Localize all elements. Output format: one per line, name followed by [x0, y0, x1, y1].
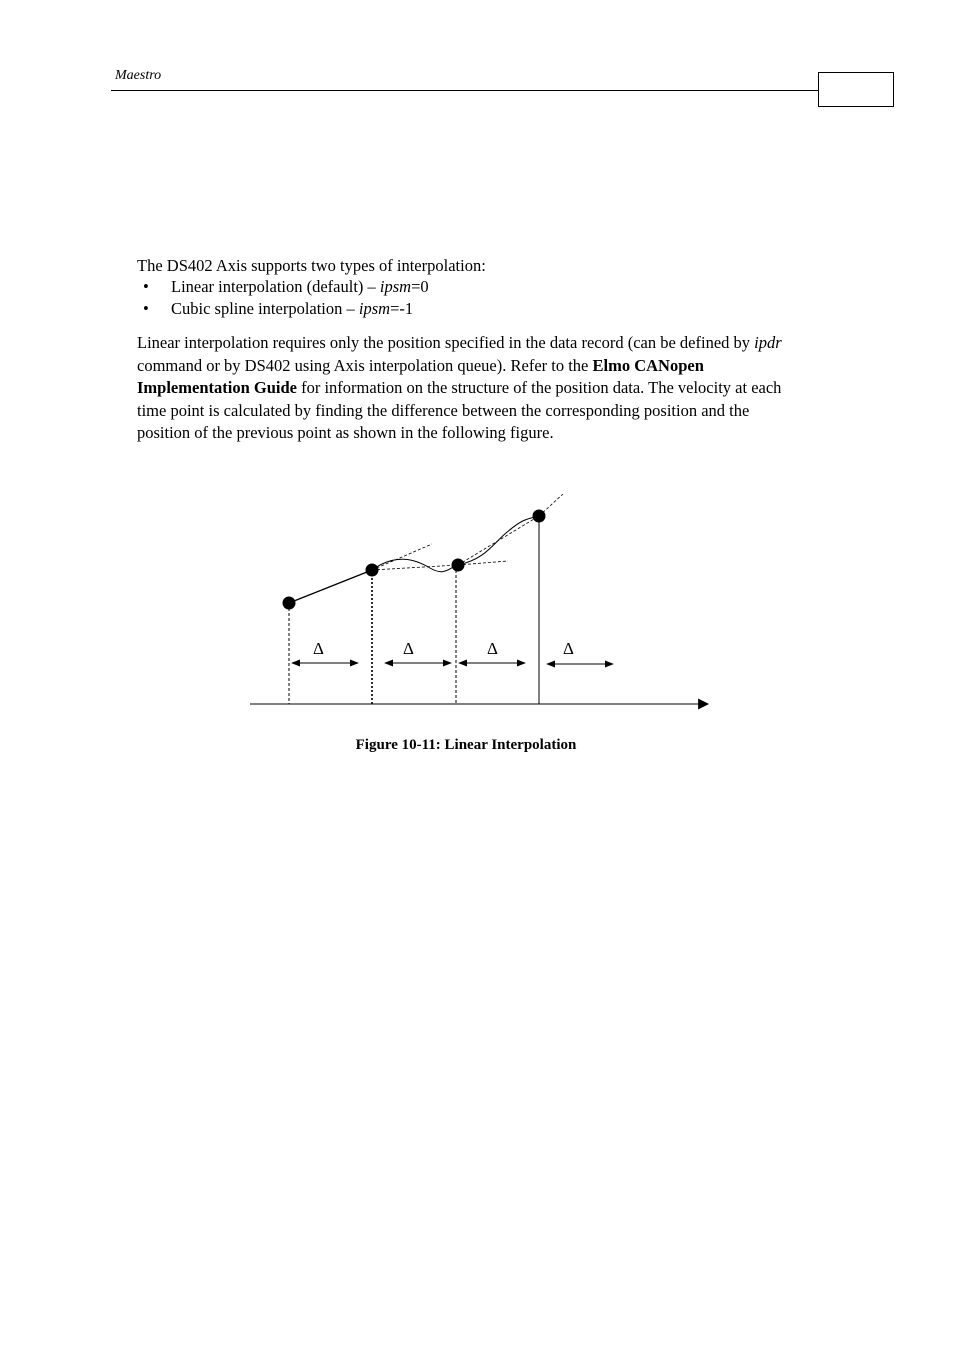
bullet-text: Linear interpolation (default) –	[171, 277, 380, 296]
para-command: ipdr	[754, 333, 782, 352]
linear-interpolation-figure	[240, 485, 720, 715]
list-item	[137, 298, 429, 320]
page-number-box	[818, 72, 894, 107]
tangent-line	[372, 565, 458, 570]
sample-point	[283, 597, 296, 610]
interpolation-types-list	[137, 276, 429, 320]
para-guide-title: Elmo CANopen Implementation Guide	[137, 355, 704, 397]
bullet-value: =0	[411, 277, 429, 296]
header-title: Maestro	[115, 68, 162, 83]
bullet-text: Cubic spline interpolation –	[171, 299, 359, 318]
delta-label: Δ	[563, 639, 574, 658]
bullet-param: ipsm	[358, 299, 391, 318]
header-rule	[111, 90, 819, 91]
delta-label: Δ	[487, 639, 498, 658]
para-part: for information on the structure of the position data. The velocity at each time point is calculated by finding the difference between the corresponding position and the position of the previous point as shown in the following figure.	[137, 378, 782, 442]
bullet-param: ipsm	[379, 277, 412, 296]
description-paragraph	[137, 332, 797, 445]
delta-label: Δ	[313, 639, 324, 658]
linear-segment	[289, 570, 372, 603]
delta-label: Δ	[403, 639, 414, 658]
para-part: command or by DS402 using Axis interpolation queue). Refer to the	[137, 355, 593, 375]
sample-point	[533, 510, 546, 523]
list-item	[137, 276, 429, 298]
figure-caption: Figure 10-11: Linear Interpolation	[355, 737, 577, 753]
intro-text: The DS402 Axis supports two types of interpolation:	[137, 256, 486, 275]
bullet-value: =-1	[390, 299, 414, 318]
sample-point	[452, 559, 465, 572]
tangent-line	[372, 544, 432, 570]
para-part: Linear interpolation requires only the position specified in the data record (can be defined by	[137, 333, 755, 352]
sample-point	[366, 564, 379, 577]
